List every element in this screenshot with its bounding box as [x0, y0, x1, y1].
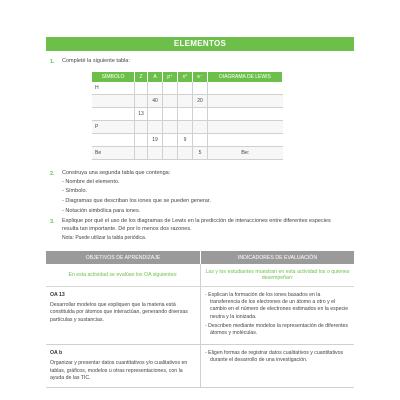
- table-cell: [92, 108, 135, 121]
- objective-description: Desarrollar modelos que expliquen que la materia está constituida por átomos que interactúan, generando diversas partículas y sustancias.: [50, 302, 188, 323]
- table-cell: [135, 95, 148, 108]
- table-cell: H: [92, 82, 135, 95]
- lewis-symbol: Be: [241, 150, 248, 156]
- question-3-text-line-2: resulta tan importante. Dé por lo menos dos razones.: [62, 226, 192, 232]
- table-cell: [178, 108, 193, 121]
- objective-description: Organizar y presentar datos cuantitativos y/o cualitativos en tablas, gráficos, modelos u otras representaciones, con la ayuda de las TIC.: [50, 360, 188, 381]
- table-cell: [92, 95, 135, 108]
- table-row: [92, 121, 283, 134]
- indicator-item: - Describen mediante modelos la representación de diferentes átomos y moléculas.: [205, 322, 349, 337]
- header-p: p⁺: [163, 72, 178, 82]
- bullet-item: - Diagramas que describan los iones que se pueden generar.: [62, 198, 211, 204]
- objective-cell: [46, 287, 201, 345]
- question-2-number: 2.: [50, 171, 55, 177]
- table-cell: [163, 134, 178, 147]
- indicator-item: - Explican la formación de los iones basados en la transferencia de los electrones de un átomo a otro y el cambio en el número de electrones estimados en la especie neutra y la ionizada.: [205, 292, 349, 320]
- table-cell: [193, 108, 208, 121]
- table-cell: [135, 134, 148, 147]
- table-row: [92, 134, 283, 147]
- objectives-subheader: [46, 264, 354, 287]
- table-cell: [178, 121, 193, 134]
- element-table: [92, 72, 283, 160]
- table-row: [92, 108, 283, 121]
- objectives-table: [46, 251, 354, 388]
- subheader-left: En esta actividad se evalúan los OA siguientes:: [46, 264, 201, 287]
- table-cell: [208, 82, 283, 95]
- table-row: [92, 147, 283, 160]
- table-cell: 19: [148, 134, 163, 147]
- table-cell: [178, 147, 193, 160]
- table-cell: [163, 147, 178, 160]
- indicator-text: Eligen formas de registrar datos cualitativos y cuantitativos durante el desarrollo de una investigación.: [208, 350, 344, 364]
- table-cell: [208, 134, 283, 147]
- table-cell: [178, 95, 193, 108]
- question-1-text: Completé la siguiente tabla:: [62, 58, 130, 64]
- objective-code: OA 13: [50, 292, 65, 298]
- table-cell: [193, 121, 208, 134]
- header-n: n°: [178, 72, 193, 82]
- table-cell: [193, 82, 208, 95]
- table-cell: [208, 95, 283, 108]
- question-3-text-line-1: Explique por qué el uso de los diagramas de Lewis en la predicción de interacciones entre diferentes especies: [62, 218, 331, 224]
- objective-cell: [46, 345, 201, 388]
- objective-code: OA b: [50, 350, 63, 357]
- table-row: [92, 95, 283, 108]
- indicator-text: Explican la formación de los iones basados en la transferencia de los electrones de un átomo a otro y el cambio en el número de electrones estimados en la especie neutra y la ionizada.: [208, 292, 349, 320]
- question-3-number: 3.: [50, 219, 55, 225]
- header-e: e⁻: [193, 72, 208, 82]
- indicator-item: - Eligen formas de registrar datos cualitativos y cuantitativos durante el desarrollo de una investigación.: [205, 350, 344, 364]
- bullet-item: - Nombre del elemento.: [62, 179, 120, 185]
- bullet-item: - Notación simbólica para iones.: [62, 208, 141, 214]
- indicator-text: Describen mediante modelos la representación de diferentes átomos y moléculas.: [208, 322, 349, 337]
- table-cell: [92, 134, 135, 147]
- table-cell: [208, 121, 283, 134]
- header-lewis: DIAGRAMA DE LEWIS: [208, 72, 283, 82]
- table-cell: Be: [92, 147, 135, 160]
- table-cell: [135, 121, 148, 134]
- table-cell: [148, 147, 163, 160]
- table-cell: 5: [193, 147, 208, 160]
- table-cell: [148, 108, 163, 121]
- table-cell: [135, 147, 148, 160]
- table-row: [92, 82, 283, 95]
- section-banner: ELEMENTOS: [46, 37, 354, 51]
- table-cell: 40: [148, 95, 163, 108]
- table-cell: [163, 108, 178, 121]
- indicator-cell: [201, 345, 355, 388]
- header-symbol: SÍMBOLO: [92, 72, 135, 82]
- header-a: A: [148, 72, 163, 82]
- question-2-text: Construya una segunda tabla que contenga:: [62, 170, 171, 176]
- header-z: Z: [135, 72, 148, 82]
- table-cell: 9: [178, 134, 193, 147]
- table-cell: [178, 82, 193, 95]
- table-cell: [135, 82, 148, 95]
- header-objectives: OBJETIVOS DE APRENDIZAJE: [46, 251, 201, 264]
- lewis-electron-dots: :: [247, 150, 250, 156]
- table-cell: [163, 121, 178, 134]
- table-cell: P: [92, 121, 135, 134]
- lewis-diagram-be: [208, 147, 283, 160]
- table-cell: [163, 95, 178, 108]
- indicator-cell: [201, 287, 355, 345]
- table-cell: 20: [193, 95, 208, 108]
- question-1-number: 1.: [50, 59, 55, 65]
- table-row: [46, 287, 354, 345]
- table-cell: [148, 121, 163, 134]
- objectives-table-header: [46, 251, 354, 264]
- table-cell: [163, 82, 178, 95]
- header-indicators: INDICADORES DE EVALUACIÓN: [201, 251, 355, 264]
- subheader-right: Las y los estudiantes muestran en esta actividad los o quienes desempeñan:: [201, 264, 355, 287]
- table-cell: [193, 134, 208, 147]
- table-cell: [148, 82, 163, 95]
- table-cell: 13: [135, 108, 148, 121]
- question-3-note: Nota: Puede utilizar la tabla periódica.: [62, 235, 147, 241]
- element-table-header: [92, 72, 283, 82]
- bullet-item: - Símbolo.: [62, 188, 88, 194]
- table-cell: [208, 108, 283, 121]
- table-row: [46, 345, 354, 388]
